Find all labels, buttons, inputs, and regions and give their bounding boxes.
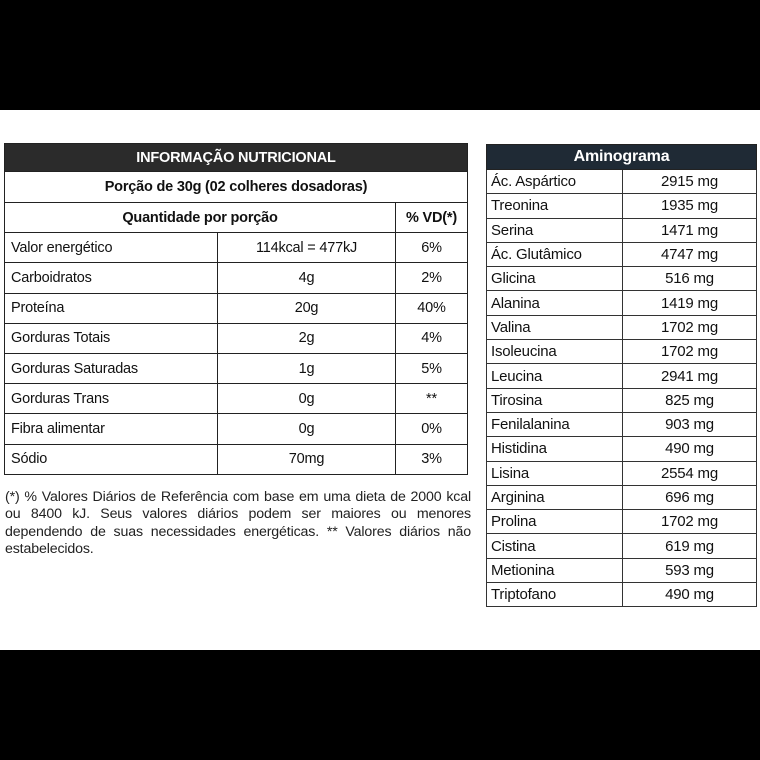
amino-acid-name: Tirosina [487, 388, 623, 412]
amino-acid-name: Histidina [487, 437, 623, 461]
nutrient-name: Carboidratos [5, 263, 218, 293]
aminogram-row [487, 242, 757, 266]
nutrient-name: Gorduras Saturadas [5, 353, 218, 383]
aminogram-row [487, 194, 757, 218]
amino-acid-name: Arginina [487, 485, 623, 509]
nutrient-name: Sódio [5, 444, 218, 474]
aminogram-row [487, 170, 757, 194]
nutrition-row [5, 233, 468, 263]
amino-acid-name: Valina [487, 315, 623, 339]
aminogram-row [487, 315, 757, 339]
nutrient-amount: 4g [218, 263, 396, 293]
amino-acid-value: 696 mg [623, 485, 757, 509]
amino-acid-value: 2554 mg [623, 461, 757, 485]
aminogram-rows [487, 170, 757, 607]
aminogram-row [487, 437, 757, 461]
nutrient-name: Gorduras Trans [5, 384, 218, 414]
amino-acid-value: 4747 mg [623, 242, 757, 266]
aminogram-row [487, 510, 757, 534]
amino-acid-name: Prolina [487, 510, 623, 534]
nutrition-row [5, 353, 468, 383]
amino-acid-name: Leucina [487, 364, 623, 388]
nutrient-amount: 2g [218, 323, 396, 353]
nutrient-amount: 0g [218, 414, 396, 444]
nutrition-title: INFORMAÇÃO NUTRICIONAL [5, 144, 468, 172]
serving-size: Porção de 30g (02 colheres dosadoras) [5, 172, 468, 203]
amino-acid-value: 516 mg [623, 267, 757, 291]
amino-acid-value: 2915 mg [623, 170, 757, 194]
nutrient-vd: 40% [396, 293, 468, 323]
nutrition-row [5, 414, 468, 444]
nutrition-facts-table [4, 143, 467, 475]
amino-acid-name: Glicina [487, 267, 623, 291]
nutrient-amount: 20g [218, 293, 396, 323]
nutrition-row [5, 323, 468, 353]
amino-acid-value: 1702 mg [623, 315, 757, 339]
amino-acid-name: Ác. Glutâmico [487, 242, 623, 266]
nutrient-amount: 114kcal = 477kJ [218, 233, 396, 263]
amino-acid-value: 490 mg [623, 583, 757, 607]
aminogram-row [487, 485, 757, 509]
aminogram-row [487, 534, 757, 558]
aminogram-row [487, 340, 757, 364]
nutrient-amount: 0g [218, 384, 396, 414]
nutrition-rows [5, 233, 468, 475]
nutrient-amount: 1g [218, 353, 396, 383]
amino-acid-value: 1702 mg [623, 340, 757, 364]
nutrient-vd: 3% [396, 444, 468, 474]
nutrient-name: Valor energético [5, 233, 218, 263]
aminogram-row [487, 412, 757, 436]
nutrient-amount: 70mg [218, 444, 396, 474]
aminogram-title: Aminograma [487, 145, 757, 170]
aminogram-row [487, 583, 757, 607]
aminogram-table [486, 144, 756, 607]
amino-acid-name: Ác. Aspártico [487, 170, 623, 194]
aminogram-row [487, 291, 757, 315]
nutrition-row [5, 444, 468, 474]
amino-acid-name: Metionina [487, 558, 623, 582]
quantity-header: Quantidade por porção [5, 203, 396, 233]
amino-acid-name: Alanina [487, 291, 623, 315]
nutrient-name: Fibra alimentar [5, 414, 218, 444]
amino-acid-value: 825 mg [623, 388, 757, 412]
nutrition-row [5, 293, 468, 323]
nutrient-vd: 2% [396, 263, 468, 293]
amino-acid-name: Isoleucina [487, 340, 623, 364]
amino-acid-name: Treonina [487, 194, 623, 218]
nutrient-vd: 6% [396, 233, 468, 263]
amino-acid-name: Serina [487, 218, 623, 242]
nutrient-vd: 4% [396, 323, 468, 353]
nutrition-footnote: (*) % Valores Diários de Referência com base em uma dieta de 2000 kcal ou 8400 kJ. Seus valores diários podem ser maiores ou menores dependendo de suas necessidades energéticas. ** Valores diários não estabelecidos. [5, 489, 471, 557]
nutrition-row [5, 384, 468, 414]
aminogram-row [487, 388, 757, 412]
aminogram-row [487, 364, 757, 388]
amino-acid-value: 1419 mg [623, 291, 757, 315]
amino-acid-name: Fenilalanina [487, 412, 623, 436]
nutrition-row [5, 263, 468, 293]
aminogram-row [487, 558, 757, 582]
amino-acid-value: 593 mg [623, 558, 757, 582]
aminogram-row [487, 461, 757, 485]
amino-acid-value: 2941 mg [623, 364, 757, 388]
aminogram-row [487, 267, 757, 291]
aminogram-row [487, 218, 757, 242]
amino-acid-name: Lisina [487, 461, 623, 485]
nutrient-vd: 5% [396, 353, 468, 383]
amino-acid-value: 619 mg [623, 534, 757, 558]
amino-acid-value: 1702 mg [623, 510, 757, 534]
amino-acid-value: 903 mg [623, 412, 757, 436]
amino-acid-value: 490 mg [623, 437, 757, 461]
nutrient-vd: 0% [396, 414, 468, 444]
vd-header: % VD(*) [396, 203, 468, 233]
nutrient-name: Proteína [5, 293, 218, 323]
amino-acid-name: Cistina [487, 534, 623, 558]
amino-acid-value: 1471 mg [623, 218, 757, 242]
amino-acid-value: 1935 mg [623, 194, 757, 218]
nutrient-vd: ** [396, 384, 468, 414]
nutrient-name: Gorduras Totais [5, 323, 218, 353]
amino-acid-name: Triptofano [487, 583, 623, 607]
